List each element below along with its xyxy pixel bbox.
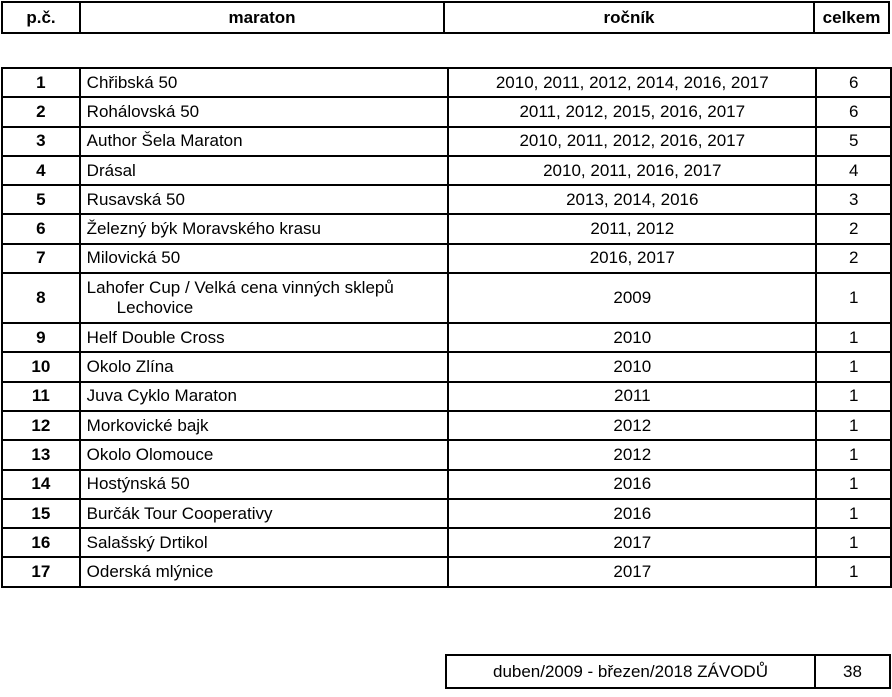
header-total: celkem <box>814 2 889 33</box>
marathon-table-body <box>2 68 891 587</box>
row-marathon-name <box>80 382 449 411</box>
marathon-name-line: Okolo Olomouce <box>86 444 214 464</box>
row-number: 17 <box>2 557 80 586</box>
marathon-name-line: Okolo Zlína <box>86 357 174 377</box>
table-row <box>2 323 891 352</box>
row-years: 2016, 2017 <box>448 244 816 273</box>
header-table <box>1 1 890 34</box>
table-row <box>2 528 891 557</box>
row-number: 5 <box>2 185 80 214</box>
row-years: 2010 <box>448 352 816 381</box>
row-marathon-name <box>80 156 449 185</box>
row-years: 2017 <box>448 557 816 586</box>
row-total: 2 <box>816 244 891 273</box>
row-total: 1 <box>816 273 891 323</box>
row-marathon-name <box>80 352 449 381</box>
row-total: 1 <box>816 499 891 528</box>
marathon-name-line: Oderská mlýnice <box>86 562 214 582</box>
header-number: p.č. <box>2 2 80 33</box>
row-total: 5 <box>816 127 891 156</box>
marathon-name-line: Morkovické bajk <box>86 415 209 435</box>
table-row <box>2 352 891 381</box>
row-years: 2017 <box>448 528 816 557</box>
row-total: 2 <box>816 214 891 243</box>
table-row <box>2 68 891 97</box>
row-marathon-name <box>80 273 449 323</box>
row-total: 6 <box>816 68 891 97</box>
row-marathon-name <box>80 68 449 97</box>
row-number: 10 <box>2 352 80 381</box>
row-total: 1 <box>816 352 891 381</box>
marathon-name-line-2: Lechovice <box>116 298 194 318</box>
marathon-name-line: Burčák Tour Cooperativy <box>86 503 273 523</box>
row-total: 1 <box>816 323 891 352</box>
row-number: 7 <box>2 244 80 273</box>
row-total: 1 <box>816 382 891 411</box>
marathon-name-line: Lahofer Cup / Velká cena vinných sklepů <box>86 278 394 298</box>
marathon-name-line: Drásal <box>86 160 136 180</box>
row-years: 2011, 2012 <box>448 214 816 243</box>
marathon-name-line: Author Šela Maraton <box>86 131 243 151</box>
row-number: 8 <box>2 273 80 323</box>
row-total: 3 <box>816 185 891 214</box>
row-years: 2010 <box>448 323 816 352</box>
row-years: 2011 <box>448 382 816 411</box>
row-total: 1 <box>816 470 891 499</box>
row-marathon-name <box>80 499 449 528</box>
row-total: 1 <box>816 557 891 586</box>
row-number: 11 <box>2 382 80 411</box>
row-number: 1 <box>2 68 80 97</box>
summary-row <box>446 655 890 688</box>
marathon-name-line: Juva Cyklo Maraton <box>86 386 237 406</box>
summary-table <box>445 654 891 689</box>
row-marathon-name <box>80 214 449 243</box>
row-marathon-name <box>80 127 449 156</box>
row-years: 2010, 2011, 2016, 2017 <box>448 156 816 185</box>
row-years: 2012 <box>448 440 816 469</box>
row-years: 2016 <box>448 499 816 528</box>
row-number: 12 <box>2 411 80 440</box>
row-marathon-name <box>80 411 449 440</box>
marathon-table <box>1 67 892 588</box>
row-total: 1 <box>816 440 891 469</box>
row-marathon-name <box>80 470 449 499</box>
row-marathon-name <box>80 244 449 273</box>
row-number: 6 <box>2 214 80 243</box>
row-years: 2010, 2011, 2012, 2014, 2016, 2017 <box>448 68 816 97</box>
row-years: 2013, 2014, 2016 <box>448 185 816 214</box>
marathon-name-line: Salašský Drtikol <box>86 532 208 552</box>
summary-value: 38 <box>815 655 890 688</box>
row-number: 16 <box>2 528 80 557</box>
marathon-name-line: Chřibská 50 <box>86 72 178 92</box>
row-total: 4 <box>816 156 891 185</box>
marathon-name-line: Milovická 50 <box>86 248 181 268</box>
row-number: 13 <box>2 440 80 469</box>
table-row <box>2 127 891 156</box>
table-row <box>2 440 891 469</box>
row-years: 2009 <box>448 273 816 323</box>
table-row <box>2 185 891 214</box>
row-years: 2012 <box>448 411 816 440</box>
table-row <box>2 244 891 273</box>
header-row <box>2 2 889 33</box>
row-marathon-name <box>80 323 449 352</box>
table-row <box>2 411 891 440</box>
row-total: 1 <box>816 411 891 440</box>
row-number: 14 <box>2 470 80 499</box>
marathon-name-line: Hostýnská 50 <box>86 474 190 494</box>
row-total: 6 <box>816 97 891 126</box>
row-number: 15 <box>2 499 80 528</box>
row-number: 2 <box>2 97 80 126</box>
row-marathon-name <box>80 528 449 557</box>
table-row <box>2 214 891 243</box>
row-marathon-name <box>80 97 449 126</box>
marathon-name-line: Helf Double Cross <box>86 327 225 347</box>
row-number: 9 <box>2 323 80 352</box>
row-number: 4 <box>2 156 80 185</box>
table-row <box>2 470 891 499</box>
marathon-name-line: Rohálovská 50 <box>86 101 200 121</box>
row-years: 2011, 2012, 2015, 2016, 2017 <box>448 97 816 126</box>
row-marathon-name <box>80 440 449 469</box>
header-marathon: maraton <box>80 2 444 33</box>
table-row <box>2 499 891 528</box>
table-row <box>2 273 891 323</box>
marathon-name-line: Železný býk Moravského krasu <box>86 219 321 239</box>
table-row <box>2 557 891 586</box>
header-years: ročník <box>444 2 814 33</box>
row-years: 2016 <box>448 470 816 499</box>
row-number: 3 <box>2 127 80 156</box>
marathon-name-line: Rusavská 50 <box>86 189 185 209</box>
table-row <box>2 97 891 126</box>
row-marathon-name <box>80 185 449 214</box>
row-years: 2010, 2011, 2012, 2016, 2017 <box>448 127 816 156</box>
row-marathon-name <box>80 557 449 586</box>
table-row <box>2 382 891 411</box>
summary-label: duben/2009 - březen/2018 ZÁVODŮ <box>446 655 815 688</box>
table-row <box>2 156 891 185</box>
row-total: 1 <box>816 528 891 557</box>
